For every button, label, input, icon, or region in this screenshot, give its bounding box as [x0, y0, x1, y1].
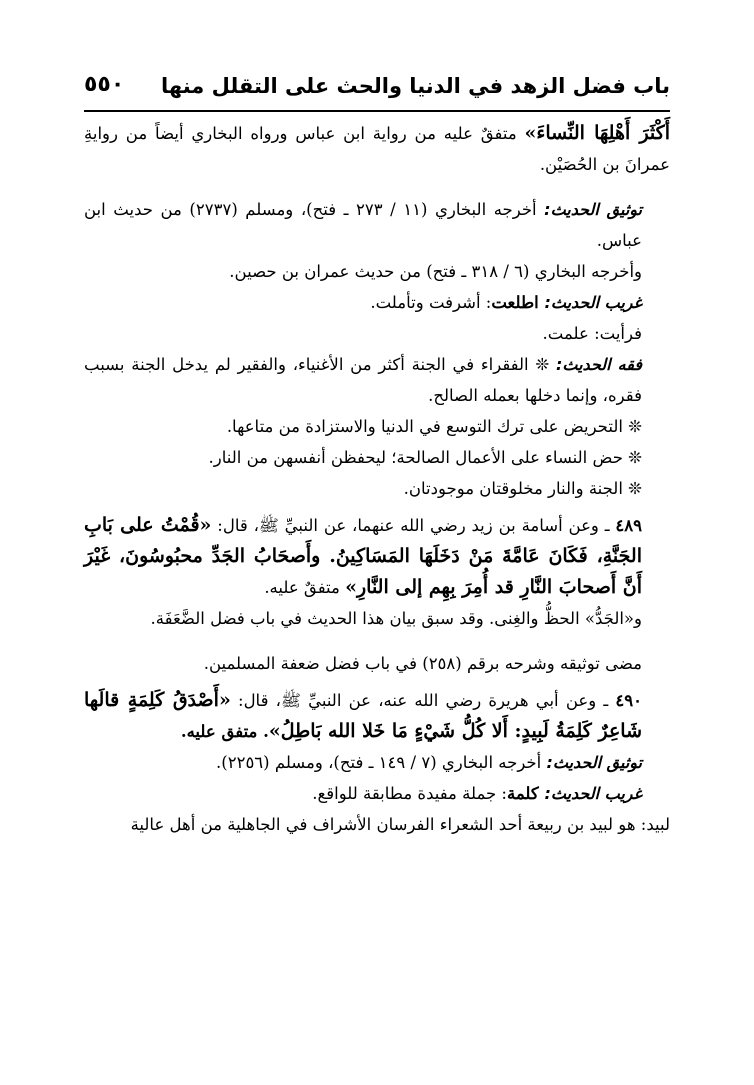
tawthiq-text: أخرجه البخاري (١١ / ٢٧٣ ـ فتح)، ومسلم (٢٧٣٧) من حديث ابن عباس. [84, 200, 642, 250]
hadith-continuation [84, 118, 670, 180]
hadith-source: متفقٌ عليه. [264, 578, 346, 597]
hadith-number: ٤٨٩ [615, 516, 642, 535]
gharib-paragraph-2 [84, 778, 670, 809]
fiqh-text: ❊ الفقراء في الجنة أكثر من الأغنياء، والفقير لم يدخل الجنة بسبب فقره، وإنما دخلها بعمله الصالح. [84, 355, 642, 405]
fiqh-bullet: ❊ حض النساء على الأعمال الصالحة؛ ليحفظن أنفسهن من النار. [208, 448, 642, 467]
tawthiq-extra: وأخرجه البخاري (٦ / ٣١٨ ـ فتح) من حديث عمران بن حصين. [229, 262, 642, 281]
gharib-label: غريب الحديث: [544, 784, 642, 803]
running-title: باب فضل الزهد في الدنيا والحث على التقلل منها [160, 74, 670, 98]
labid-note: لبيد: هو لبيد بن ربيعة أحد الشعراء الفرسان الأشراف في الجاهلية من أهل عالية [130, 815, 670, 834]
tawthiq-paragraph-1 [84, 194, 670, 256]
gharib-word: اطلعت [491, 293, 545, 312]
gharib-label: غريب الحديث: [544, 293, 642, 312]
page-body [84, 118, 670, 840]
tawthiq-paragraph-2 [84, 747, 670, 778]
gharib-text: : جملة مفيدة مطابقة للواقع. [312, 784, 507, 803]
hadith-490 [84, 685, 670, 747]
fiqh-bullet: ❊ الجنة والنار مخلوقتان موجودتان. [403, 479, 642, 498]
fiqh-bullet: ❊ التحريض على ترك التوسع في الدنيا والاستزادة من متاعها. [226, 417, 642, 436]
hadith-source: . متفق عليه. [180, 722, 269, 741]
hadith-number: ٤٩٠ [615, 691, 642, 710]
hadith-source: متفقٌ عليه من رواية ابن عباس ورواه البخاري أيضاً من روايةِ عمرانَ بن الحُصَيْن. [84, 124, 670, 174]
gharib-extra: فرأيت: علمت. [542, 324, 642, 343]
tawthiq-label: توثيق الحديث: [544, 200, 642, 219]
hadith-quote: «أَصْدَقُ كَلِمَةٍ قالَها شَاعِرٌ كَلِمَةُ لَبِيدٍ: أَلا كُلُّ شَيْءٍ مَا خَلا الله بَاطِلُ» [84, 689, 642, 742]
madi-note: مضى توثيقه وشرحه برقم (٢٥٨) في باب فضل ضعفة المسلمين. [203, 654, 642, 673]
page-number: ٥٥٠ [84, 72, 125, 97]
hadith-intro: ـ وعن أبي هريرة رضي الله عنه، عن النبيِّ ﷺ، قال: [230, 691, 616, 710]
page-header [84, 68, 670, 108]
hadith-note: و«الجَدُّ» الحظُّ والغِنى. وقد سبق بيان هذا الحديث في باب فضل الضَّعَفَة. [150, 609, 642, 628]
header-rule [84, 110, 670, 112]
fiqh-paragraph [84, 349, 670, 411]
fiqh-label: فقه الحديث: [555, 355, 643, 374]
gharib-paragraph-1 [84, 287, 670, 318]
gharib-text: : أشرفت وتأملت. [370, 293, 492, 312]
tawthiq-text: أخرجه البخاري (٧ / ١٤٩ ـ فتح)، ومسلم (٢٢٥٦). [216, 753, 547, 772]
hadith-489 [84, 510, 670, 603]
hadith-intro: ـ وعن أسامة بن زيد رضي الله عنهما، عن النبيِّ ﷺ، قال: [211, 516, 616, 535]
tawthiq-label: توثيق الحديث: [546, 753, 642, 772]
hadith-quote: «قُمْتُ على بَابِ الجَنَّةِ، فَكَانَ عَامَّةَ مَنْ دَخَلَهَا المَسَاكِينُ. وأَصحَابُ الجَدِّ محبُوسُونَ، غَيْرَ أَنَّ أَصحابَ النَّارِ قد أُمِرَ بِهِم إلى النَّارِ» [84, 514, 642, 598]
gharib-word: كلمة [507, 784, 545, 803]
hadith-quote: أَكْثَرَ أَهْلِهَا النِّساءَ» [524, 122, 670, 144]
